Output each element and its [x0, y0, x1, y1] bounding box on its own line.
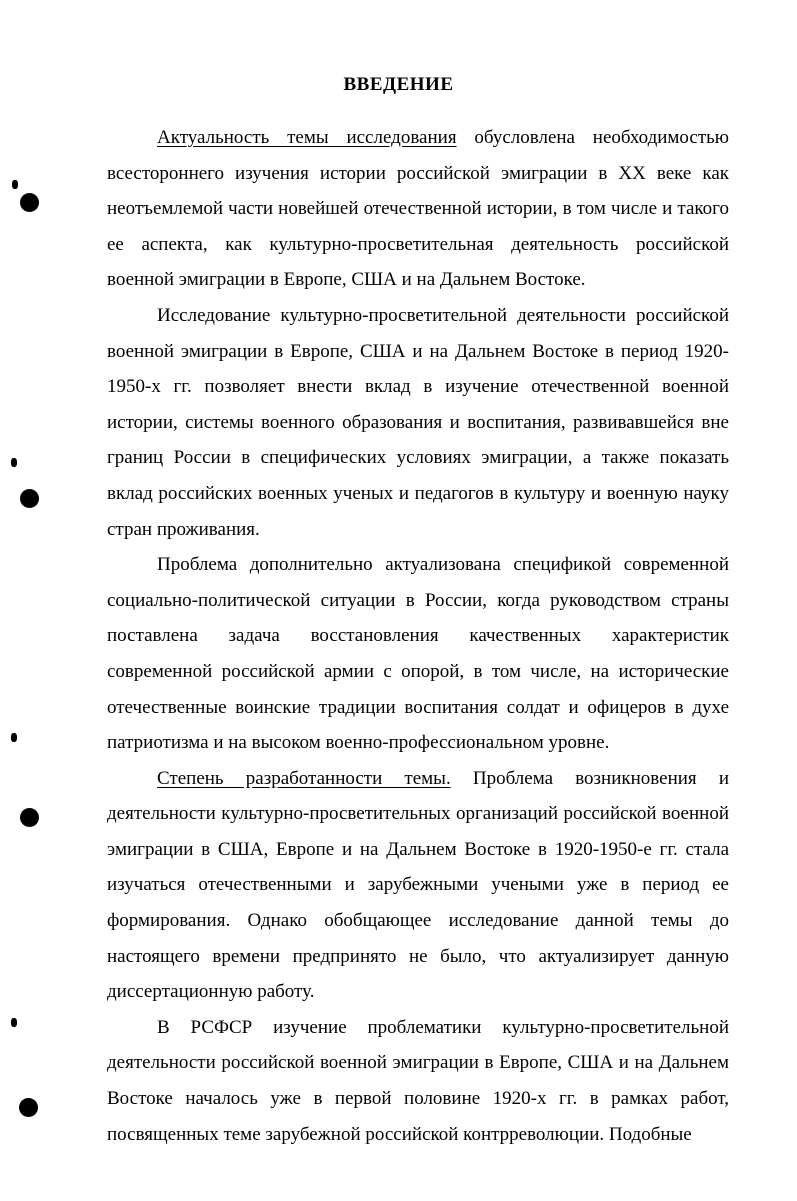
- punch-mark: [11, 458, 17, 467]
- page-title: ВВЕДЕНИЕ: [343, 74, 454, 95]
- section-lead: Актуальность темы исследования: [157, 127, 457, 148]
- paragraph-text: Проблема дополнительно актуализована спецификой современной социально-политической ситуации в России, когда руководством страны поставлена задача восстановления качественных характеристик современной российской армии с опорой, в том числе, на исторические отечественные воинские традиции воспитания солдат и офицеров в духе патриотизма и на высоком военно-профессиональном уровне.: [107, 554, 729, 754]
- punch-mark: [12, 180, 18, 189]
- paragraph-text: В РСФСР изучение проблематики культурно-просветительной деятельности российской военной эмиграции в Европе, США и на Дальнем Востоке началось уже в первой половине 1920-х гг. в рамках работ, посвященных теме зарубежной российской контрреволюции. Подобные: [107, 1016, 729, 1145]
- paragraph-text: Проблема возникновения и деятельности культурно-просветительных организаций российской военной эмиграции в США, Европе и на Дальнем Востоке в 1920-1950-е гг. стала изучаться отечественными и зарубежными учеными уже в период ее формирования. Однако обобщающее исследование данной темы до настоящего времени предпринято не было, что актуализирует данную диссертационную работу.: [107, 767, 730, 1003]
- punch-hole: [20, 489, 39, 508]
- punch-hole: [20, 193, 39, 212]
- paragraph: [107, 1010, 729, 1152]
- body-text: [107, 120, 729, 1152]
- paragraph: [107, 298, 729, 547]
- punch-hole: [20, 808, 39, 827]
- paragraph-text: Исследование культурно-просветительной деятельности российской военной эмиграции в Европе, США и на Дальнем Востоке в период 1920-1950-х гг. позволяет внести вклад в изучение отечественной военной истории, системы военного образования и воспитания, развивавшейся вне границ России в специфических условиях эмиграции, а также показать вклад российских военных ученых и педагогов в культуру и военную науку стран проживания.: [107, 304, 729, 540]
- section-lead: Степень разработанности темы.: [157, 767, 451, 789]
- punch-mark: [11, 733, 17, 742]
- paragraph: [107, 547, 729, 761]
- punch-mark: [11, 1018, 17, 1027]
- paragraph-text: обусловлена необходимостью всестороннего изучения истории российской эмиграции в XX веке как неотъемлемой части новейшей отечественной истории, в том числе и такого ее аспекта, как культурно-просветительная деятельность российской военной эмиграции в Европе, США и на Дальнем Востоке.: [107, 127, 729, 291]
- paragraph: [107, 761, 729, 1010]
- punch-hole: [19, 1098, 38, 1117]
- paragraph: [107, 120, 729, 298]
